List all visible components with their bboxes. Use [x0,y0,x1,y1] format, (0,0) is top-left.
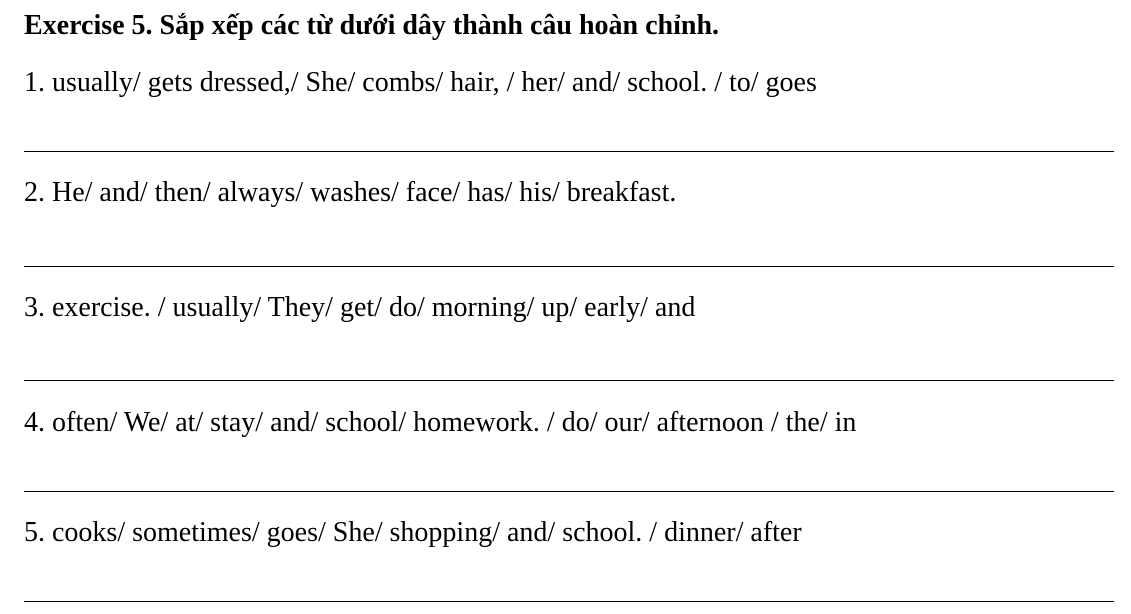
answer-line-2[interactable] [24,266,1114,267]
answer-line-4[interactable] [24,491,1114,492]
question-5: 5. cooks/ sometimes/ goes/ She/ shopping/ and/ school. / dinner/ after [24,517,802,548]
answer-line-1[interactable] [24,151,1114,152]
question-2: 2. He/ and/ then/ always/ washes/ face/ has/ his/ breakfast. [24,177,677,208]
answer-line-5[interactable] [24,601,1114,602]
answer-line-3[interactable] [24,380,1114,381]
exercise-title: Exercise 5. Sắp xếp các từ dưới dây thành câu hoàn chỉnh. [24,10,720,41]
question-1: 1. usually/ gets dressed,/ She/ combs/ hair, / her/ and/ school. / to/ goes [24,67,817,98]
question-3: 3. exercise. / usually/ They/ get/ do/ morning/ up/ early/ and [24,292,696,323]
question-4: 4. often/ We/ at/ stay/ and/ school/ homework. / do/ our/ afternoon / the/ in [24,407,857,438]
